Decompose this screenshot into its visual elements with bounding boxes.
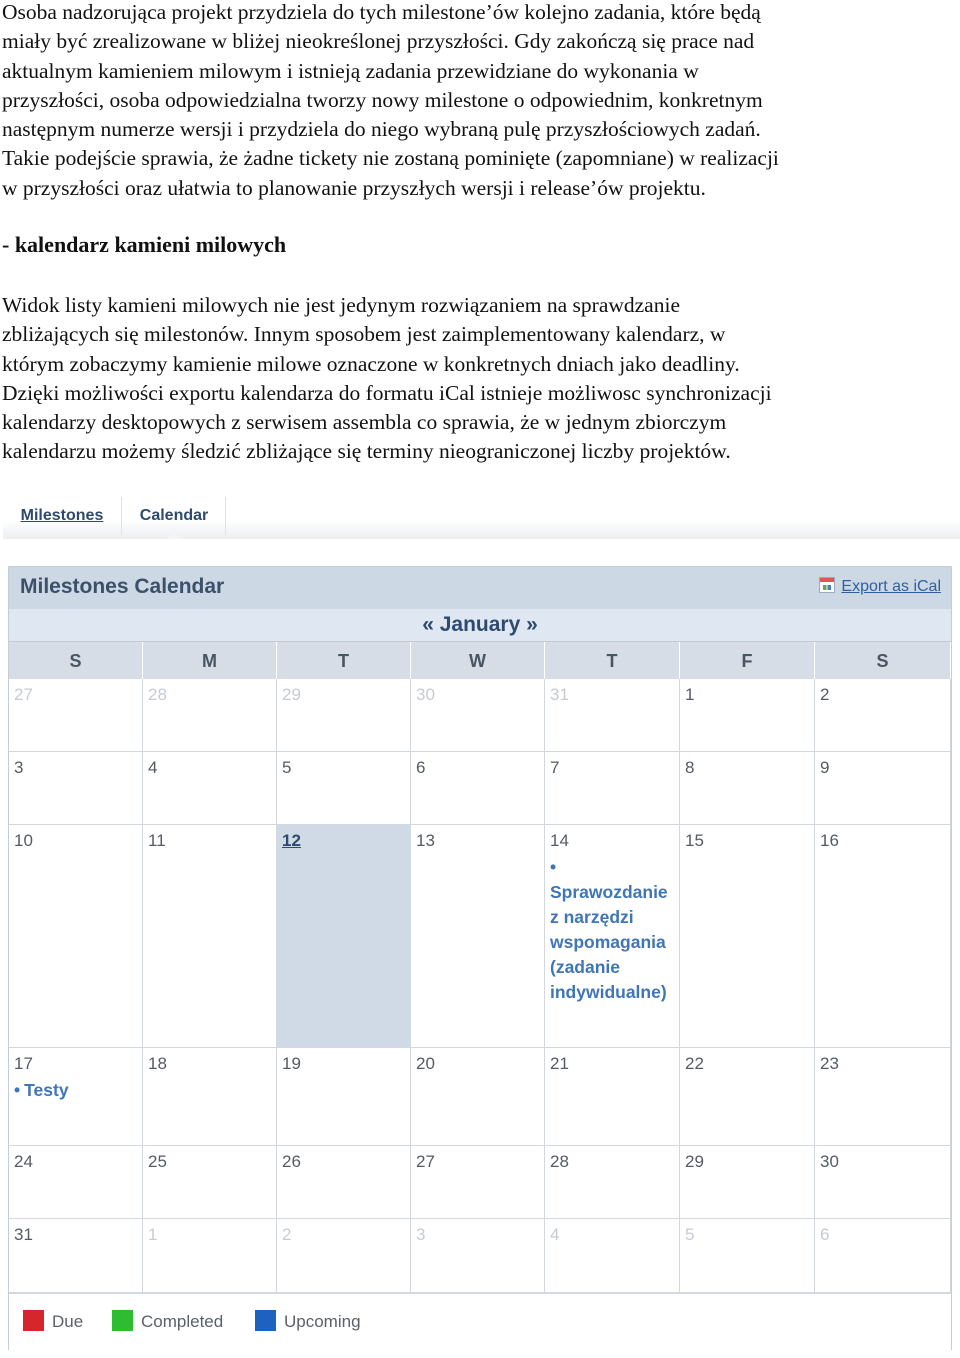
calendar-day-cell[interactable]: [815, 1219, 951, 1293]
calendar-day-cell[interactable]: [9, 679, 143, 752]
calendar-day-cell[interactable]: [277, 1219, 411, 1293]
calendar-day-cell[interactable]: [143, 825, 277, 1048]
day-number: 24: [14, 1152, 33, 1171]
tab-calendar[interactable]: [123, 497, 226, 535]
weekday-label: S: [9, 642, 143, 680]
calendar-day-cell[interactable]: [545, 679, 680, 752]
day-number: 1: [148, 1225, 158, 1244]
calendar-day-cell[interactable]: [143, 752, 277, 825]
calendar-day-cell[interactable]: [545, 752, 680, 825]
calendar-day-cell[interactable]: [277, 1146, 411, 1219]
day-number: 5: [685, 1225, 695, 1244]
weekday-label: S: [815, 642, 951, 680]
text-line: którym zobaczymy kamienie milowe oznaczone w konkretnych dniach jako deadliny.: [2, 351, 740, 376]
intro-paragraph: [2, 0, 952, 203]
legend-label: Completed: [141, 1312, 224, 1331]
legend-swatch: [112, 1310, 133, 1331]
calendar-day-cell[interactable]: [143, 679, 277, 752]
text-line: Osoba nadzorująca projekt przydziela do tych milestone’ów kolejno zadania, które będą: [2, 0, 761, 24]
calendar-day-cell[interactable]: [545, 825, 680, 1048]
calendar-day-cell[interactable]: [143, 1219, 277, 1293]
milestone-event[interactable]: [550, 855, 675, 1005]
section-heading: - kalendarz kamieni milowych: [2, 232, 287, 257]
calendar-day-cell[interactable]: [9, 825, 143, 1048]
day-number: 28: [148, 685, 167, 704]
day-number: 22: [685, 1054, 704, 1073]
calendar-day-cell[interactable]: [545, 1048, 680, 1146]
calendar-title: Milestones Calendar: [20, 575, 225, 598]
day-number: 31: [14, 1225, 33, 1244]
day-number: 29: [282, 685, 301, 704]
calendar-day-cell[interactable]: [9, 1048, 143, 1146]
day-number: 31: [550, 685, 569, 704]
weekday-label: M: [143, 642, 277, 680]
calendar-day-cell[interactable]: [680, 825, 815, 1048]
day-number: 7: [550, 758, 560, 777]
weekday-header-row: [9, 641, 951, 680]
weekday-label: T: [545, 642, 680, 680]
legend-item: [255, 1310, 361, 1332]
day-number: 2: [820, 685, 830, 704]
milestone-event[interactable]: [14, 1078, 138, 1103]
calendar-day-cell[interactable]: [680, 679, 815, 752]
day-number: 2: [282, 1225, 292, 1244]
calendar-day-cell[interactable]: [411, 752, 545, 825]
day-number: 30: [820, 1152, 839, 1171]
calendar-day-cell[interactable]: [277, 825, 411, 1048]
calendar-day-cell[interactable]: [411, 1146, 545, 1219]
legend-label: Upcoming: [284, 1312, 361, 1331]
text-line: kalendarzu możemy śledzić zbliżające się terminy nieograniczonej liczby projektów.: [2, 439, 731, 464]
day-number: 25: [148, 1152, 167, 1171]
calendar-day-cell[interactable]: [545, 1146, 680, 1219]
calendar-day-cell[interactable]: [9, 1219, 143, 1293]
milestones-calendar: [8, 566, 952, 1350]
day-number: 17: [14, 1054, 33, 1073]
calendar-day-cell[interactable]: [815, 752, 951, 825]
day-number: 8: [685, 758, 695, 777]
day-number: 27: [14, 685, 33, 704]
day-number: 29: [685, 1152, 704, 1171]
text-line: Takie podejście sprawia, że żadne tickety nie zostaną pominięte (zapomniane) w realizacji: [2, 146, 779, 171]
text-line: miały być zrealizowane w bliżej nieokreślonej przyszłości. Gdy zakończą się prace nad: [2, 29, 755, 54]
day-number: 23: [820, 1054, 839, 1073]
day-number: 4: [550, 1225, 560, 1244]
tab-bar: [3, 497, 960, 539]
milestone-event-title: Testy: [24, 1080, 69, 1100]
day-number: 30: [416, 685, 435, 704]
day-number: 27: [416, 1152, 435, 1171]
calendar-day-cell[interactable]: [680, 1146, 815, 1219]
calendar-day-cell[interactable]: [815, 1048, 951, 1146]
event-bullet: •: [14, 1080, 21, 1100]
text-line: następnym numerze wersji i przydziela do niego wybraną pulę przyszłościowych zadań.: [2, 117, 761, 142]
day-number: 3: [416, 1225, 426, 1244]
legend-item: [112, 1310, 223, 1332]
calendar-day-cell[interactable]: [277, 679, 411, 752]
weekday-label: W: [411, 642, 545, 680]
export-ical-link[interactable]: [819, 577, 941, 596]
active-tab-pointer: [166, 531, 182, 539]
calendar-day-cell[interactable]: [411, 679, 545, 752]
month-label: January: [439, 613, 521, 636]
tab-milestones[interactable]: [3, 497, 122, 535]
text-line: kalendarzy desktopowych z serwisem assembla co sprawia, że w jednym zbiorczym: [2, 410, 727, 435]
day-number: 13: [416, 831, 435, 850]
calendar-day-cell[interactable]: [411, 825, 545, 1048]
next-month-arrow[interactable]: »: [526, 613, 538, 636]
calendar-day-cell[interactable]: [277, 1048, 411, 1146]
text-line: Widok listy kamieni milowych nie jest jedynym rozwiązaniem na sprawdzanie: [2, 293, 680, 317]
day-number: 16: [820, 831, 839, 850]
month-navigation: [9, 609, 951, 641]
prev-month-arrow[interactable]: «: [422, 613, 434, 636]
day-number: 5: [282, 758, 292, 777]
day-number: 14: [550, 831, 569, 850]
day-number: 10: [14, 831, 33, 850]
day-number: 6: [820, 1225, 830, 1244]
export-ical-label: Export as iCal: [841, 578, 941, 595]
day-number: 4: [148, 758, 158, 777]
calendar-legend: [9, 1293, 951, 1350]
day-number: 18: [148, 1054, 167, 1073]
day-number: 6: [416, 758, 426, 777]
day-number: 28: [550, 1152, 569, 1171]
legend-swatch: [255, 1310, 276, 1331]
day-number: 21: [550, 1054, 569, 1073]
calendar-day-cell[interactable]: [680, 1048, 815, 1146]
calendar-day-cell[interactable]: [815, 825, 951, 1048]
calendar-paragraph: [2, 291, 952, 467]
day-number: 19: [282, 1054, 301, 1073]
tab-calendar-label: Calendar: [139, 507, 209, 524]
day-number: 1: [685, 685, 695, 704]
calendar-day-cell[interactable]: [9, 1146, 143, 1219]
calendar-icon: [819, 577, 835, 593]
weekday-label: T: [277, 642, 411, 680]
weekday-label: F: [680, 642, 815, 680]
text-line: Dzięki możliwości exportu kalendarza do formatu iCal istnieje możliwosc synchronizacji: [2, 380, 772, 405]
calendar-header: [9, 567, 951, 609]
text-line: aktualnym kamieniem milowym i istnieją zadania przewidziane do wykonania w: [2, 58, 699, 83]
day-number: 11: [148, 831, 166, 850]
text-line: zbliżających się milestonów. Innym sposobem jest zaimplementowany kalendarz, w: [2, 322, 726, 347]
day-number: 3: [14, 758, 24, 777]
day-number: 26: [282, 1152, 301, 1171]
calendar-day-cell[interactable]: [277, 752, 411, 825]
calendar-day-cell[interactable]: [815, 679, 951, 752]
calendar-day-cell[interactable]: [545, 1219, 680, 1293]
milestone-event-title: Sprawozdanie z narzędzi wspomagania (zadanie indywidualne): [550, 882, 668, 1002]
calendar-day-cell[interactable]: [815, 1146, 951, 1219]
tab-milestones-label: Milestones: [20, 507, 104, 524]
calendar-day-cell[interactable]: [9, 752, 143, 825]
calendar-day-cell[interactable]: [143, 1048, 277, 1146]
legend-item: [23, 1310, 83, 1332]
text-line: w przyszłości oraz ułatwia to planowanie przyszłych wersji i release’ów projektu.: [2, 175, 706, 200]
day-number[interactable]: 12: [282, 831, 301, 850]
calendar-day-cell[interactable]: [680, 1219, 815, 1293]
legend-swatch: [23, 1310, 44, 1331]
calendar-day-cell[interactable]: [411, 1048, 545, 1146]
day-number: 15: [685, 831, 704, 850]
calendar-day-cell[interactable]: [680, 752, 815, 825]
calendar-day-cell[interactable]: [143, 1146, 277, 1219]
text-line: przyszłości, osoba odpowiedzialna tworzy nowy milestone o odpowiednim, konkretnym: [2, 87, 763, 112]
calendar-day-cell[interactable]: [411, 1219, 545, 1293]
day-number: 9: [820, 758, 830, 777]
event-bullet: •: [550, 857, 557, 877]
day-number: 20: [416, 1054, 435, 1073]
legend-label: Due: [52, 1312, 84, 1331]
